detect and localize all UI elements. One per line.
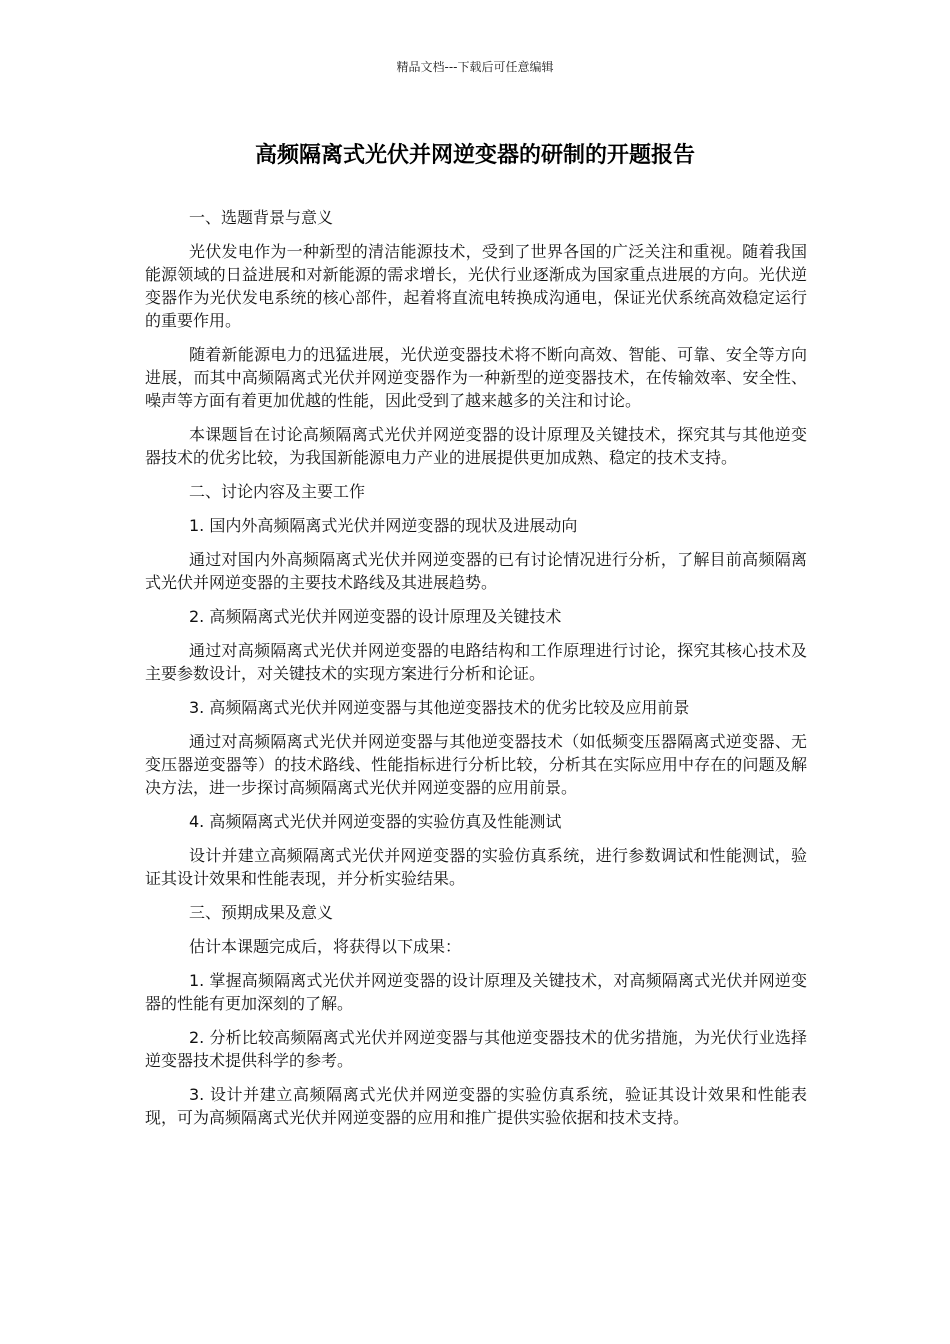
outcome-item: 2. 分析比较高频隔离式光伏并网逆变器与其他逆变器技术的优劣措施，为光伏行业选择逆变器技术提供科学的参考。: [145, 1028, 807, 1070]
paragraph: 通过对国内外高频隔离式光伏并网逆变器的已有讨论情况进行分析，了解目前高频隔离式光伏并网逆变器的主要技术路线及其进展趋势。: [145, 550, 807, 592]
subheading: 4. 高频隔离式光伏并网逆变器的实验仿真及性能测试: [189, 812, 562, 831]
paragraph: 估计本课题完成后，将获得以下成果：: [189, 937, 462, 956]
page-header: 精品文档---下载后可任意编辑: [396, 60, 554, 74]
section-heading-background: 一、选题背景与意义: [189, 208, 334, 227]
paragraph: 本课题旨在讨论高频隔离式光伏并网逆变器的设计原理及关键技术，探究其与其他逆变器技术的优劣比较，为我国新能源电力产业的进展提供更加成熟、稳定的技术支持。: [145, 425, 807, 467]
subheading: 2. 高频隔离式光伏并网逆变器的设计原理及关键技术: [189, 607, 562, 626]
outcome-item: 3. 设计并建立高频隔离式光伏并网逆变器的实验仿真系统，验证其设计效果和性能表现，可为高频隔离式光伏并网逆变器的应用和推广提供实验依据和技术支持。: [145, 1085, 807, 1127]
section-heading-research: 二、讨论内容及主要工作: [189, 482, 366, 501]
section-heading-outcomes: 三、预期成果及意义: [189, 903, 334, 922]
outcome-item: 1. 掌握高频隔离式光伏并网逆变器的设计原理及关键技术，对高频隔离式光伏并网逆变器的性能有更加深刻的了解。: [145, 971, 807, 1013]
document-body: [145, 206, 807, 1140]
document-title: 高频隔离式光伏并网逆变器的研制的开题报告: [254, 143, 695, 168]
paragraph: 设计并建立高频隔离式光伏并网逆变器的实验仿真系统，进行参数调试和性能测试，验证其设计效果和性能表现，并分析实验结果。: [145, 846, 807, 888]
paragraph: 通过对高频隔离式光伏并网逆变器与其他逆变器技术（如低频变压器隔离式逆变器、无变压器逆变器等）的技术路线、性能指标进行分析比较，分析其在实际应用中存在的问题及解决方法，进一步探讨高频隔离式光伏并网逆变器的应用前景。: [145, 732, 807, 797]
paragraph: 随着新能源电力的迅猛进展，光伏逆变器技术将不断向高效、智能、可靠、安全等方向进展，而其中高频隔离式光伏并网逆变器作为一种新型的逆变器技术，在传输效率、安全性、噪声等方面有着更加优越的性能，因此受到了越来越多的关注和讨论。: [145, 345, 807, 410]
paragraph: 通过对高频隔离式光伏并网逆变器的电路结构和工作原理进行讨论，探究其核心技术及主要参数设计，对关键技术的实现方案进行分析和论证。: [145, 641, 807, 683]
paragraph: 光伏发电作为一种新型的清洁能源技术，受到了世界各国的广泛关注和重视。随着我国能源领域的日益进展和对新能源的需求增长，光伏行业逐渐成为国家重点进展的方向。光伏逆变器作为光伏发电系统的核心部件，起着将直流电转换成沟通电，保证光伏系统高效稳定运行的重要作用。: [145, 242, 807, 330]
subheading: 3. 高频隔离式光伏并网逆变器与其他逆变器技术的优劣比较及应用前景: [189, 698, 690, 717]
subheading: 1. 国内外高频隔离式光伏并网逆变器的现状及进展动向: [189, 516, 578, 535]
